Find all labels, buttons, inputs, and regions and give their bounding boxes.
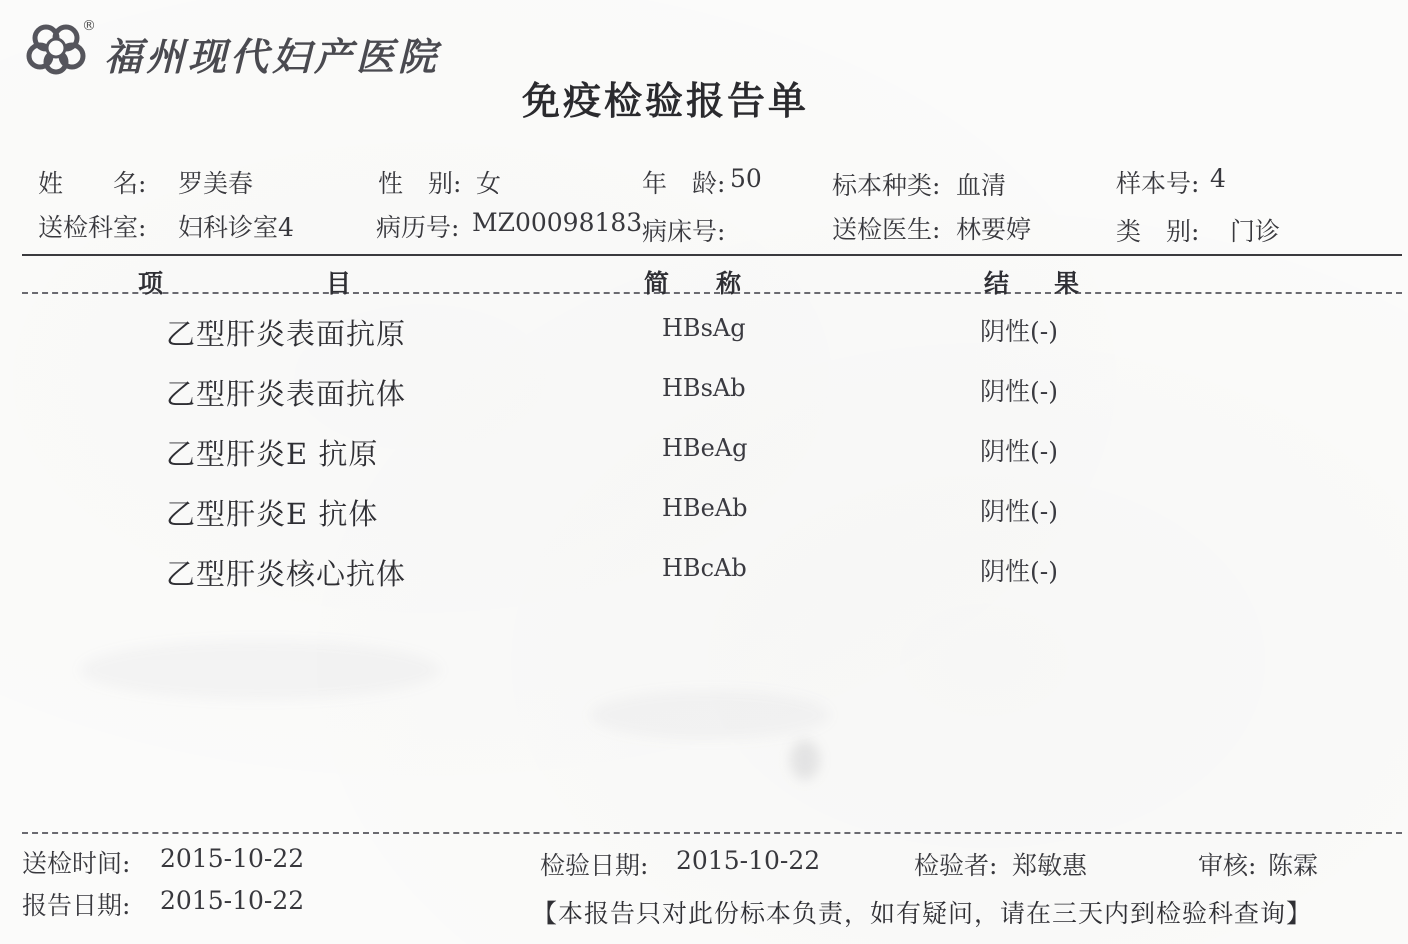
hospital-logo-icon — [24, 20, 88, 76]
test-date-value: 2015-10-22 — [676, 846, 821, 875]
scan-smudge — [590, 690, 830, 740]
medical-record-label: 病历号: — [376, 213, 460, 242]
test-item-name: 乙型肝炎表面抗原 — [166, 317, 407, 351]
category-label: 类 别: — [1116, 217, 1200, 246]
reviewer-value: 陈霖 — [1268, 851, 1319, 880]
footer-rule — [22, 832, 1402, 834]
reviewer-label: 审核: — [1198, 851, 1257, 880]
specimen-label: 标本种类: — [832, 171, 941, 200]
item-heading-left: 项 — [138, 269, 164, 298]
specimen-value: 血清 — [956, 171, 1007, 200]
abbr-heading-left: 简 — [644, 269, 670, 298]
name-value: 罗美春 — [178, 169, 254, 198]
test-item-result: 阴性(-) — [980, 317, 1058, 346]
department-label: 送检科室: — [38, 213, 147, 242]
bed-number-label: 病床号: — [642, 217, 726, 246]
tester-value: 郑敏惠 — [1012, 851, 1088, 880]
doctor-label: 送检医生: — [832, 215, 941, 244]
category-value: 门诊 — [1230, 217, 1281, 246]
hospital-logo — [24, 20, 88, 76]
abbr-heading-right: 称 — [716, 269, 742, 298]
test-item-abbreviation: HBcAb — [662, 554, 747, 582]
result-heading-right: 果 — [1054, 269, 1080, 298]
sample-number-value: 4 — [1210, 164, 1226, 193]
test-item-result: 阴性(-) — [980, 377, 1058, 406]
sex-label: 性 别: — [378, 169, 462, 198]
disclaimer-notice: 【本报告只对此份标本负责，如有疑问，请在三天内到检验科查询】 — [532, 899, 1313, 928]
test-date-label: 检验日期: — [540, 851, 649, 880]
name-label: 姓 名: — [38, 169, 147, 198]
medical-record-value: MZ00098183 — [472, 208, 643, 237]
test-item-name: 乙型肝炎E 抗体 — [166, 497, 379, 531]
submit-time-label: 送检时间: — [22, 849, 131, 878]
item-heading-right: 目 — [326, 269, 352, 298]
scan-smudge — [80, 640, 440, 700]
report-date-label: 报告日期: — [22, 891, 131, 920]
doctor-value: 林要婷 — [956, 215, 1032, 244]
report-date-value: 2015-10-22 — [160, 886, 305, 915]
tester-label: 检验者: — [914, 851, 998, 880]
header-bottom-rule — [22, 292, 1402, 294]
scan-smudge — [790, 740, 820, 780]
registered-mark: ® — [82, 18, 96, 34]
age-value: 50 — [730, 164, 762, 193]
test-item-abbreviation: HBsAb — [662, 374, 746, 402]
result-heading-left: 结 — [984, 269, 1010, 298]
department-value: 妇科诊室4 — [178, 213, 294, 242]
test-item-abbreviation: HBeAb — [662, 494, 748, 522]
test-item-result: 阴性(-) — [980, 557, 1058, 586]
age-label: 年 龄: — [642, 169, 726, 198]
test-item-result: 阴性(-) — [980, 437, 1058, 466]
test-item-result: 阴性(-) — [980, 497, 1058, 526]
test-item-name: 乙型肝炎表面抗体 — [166, 377, 407, 411]
hospital-name: 福州现代妇产医院 — [104, 34, 441, 79]
submit-time-value: 2015-10-22 — [160, 844, 305, 873]
test-item-name: 乙型肝炎核心抗体 — [166, 557, 407, 591]
report-title: 免疫检验报告单 — [522, 78, 810, 123]
header-top-rule — [22, 254, 1402, 256]
test-item-abbreviation: HBeAg — [662, 434, 748, 462]
sex-value: 女 — [476, 169, 502, 198]
test-item-abbreviation: HBsAg — [662, 314, 746, 342]
sample-number-label: 样本号: — [1116, 169, 1200, 198]
test-item-name: 乙型肝炎E 抗原 — [166, 437, 379, 471]
